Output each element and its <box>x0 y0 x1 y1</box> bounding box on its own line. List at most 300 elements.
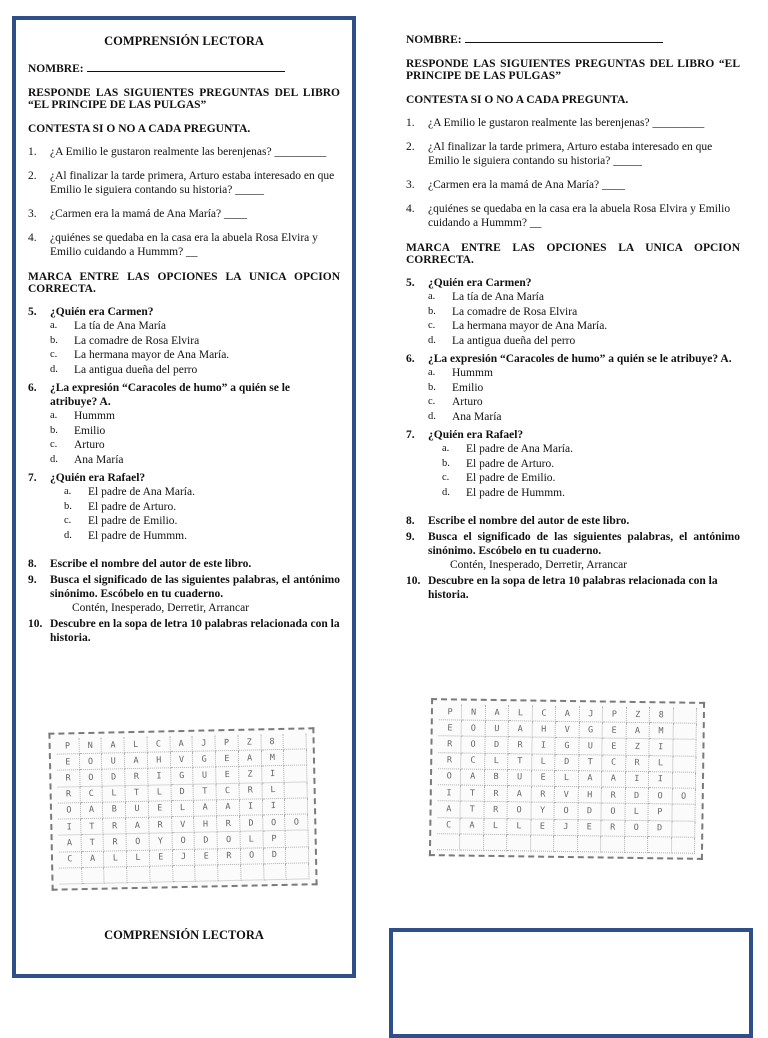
word-search-cell: T <box>508 754 532 771</box>
word-search-cell: O <box>602 804 626 821</box>
word-search-cell: U <box>579 739 603 756</box>
option-text: Hummm <box>452 367 493 379</box>
contesta-instruction: CONTESTA SI O NO A CADA PREGUNTA. <box>406 94 629 106</box>
word-search-cell <box>286 847 309 864</box>
word-search-cell: R <box>485 786 509 803</box>
word-search-cell: T <box>461 786 485 803</box>
question-number: 8. <box>406 515 415 527</box>
word-search-cell: R <box>438 737 462 754</box>
option-list <box>28 319 340 377</box>
option-item[interactable] <box>442 457 740 472</box>
word-search-cell: O <box>438 769 462 786</box>
word-search-cell <box>673 740 697 757</box>
word-search-cell: P <box>56 738 79 755</box>
question-text: Escribe el nombre del autor de este libro. <box>50 558 252 570</box>
question-text: ¿Carmen era la mamá de Ana María? ____ <box>428 179 626 191</box>
word-search-cell: D <box>485 737 509 754</box>
word-search-cell: T <box>126 785 149 802</box>
word-search-cell: C <box>533 706 557 723</box>
option-text: La antigua dueña del perro <box>452 334 576 347</box>
option-letter: d. <box>442 486 450 498</box>
contesta-instruction: CONTESTA SI O NO A CADA PREGUNTA. <box>28 123 251 135</box>
option-list <box>406 366 740 424</box>
word-search-cell: A <box>461 769 485 786</box>
word-search-cell <box>672 821 696 838</box>
option-letter: b. <box>50 424 58 436</box>
question-item <box>406 574 740 602</box>
word-search-cell: A <box>509 721 533 738</box>
question-number: 7. <box>28 472 37 484</box>
mc-question <box>28 471 340 485</box>
question-text: ¿La expresión “Caracoles de humo” a quién se le atribuye? A. <box>50 382 291 408</box>
question-text: ¿Carmen era la mamá de Ana María? ____ <box>50 208 248 220</box>
question-number: 5. <box>28 306 37 318</box>
option-text: El padre de Ana María. <box>466 443 573 455</box>
question-number: 10. <box>28 618 43 630</box>
option-item[interactable] <box>50 348 340 363</box>
word-search-cell: C <box>80 786 103 803</box>
option-letter: c. <box>50 349 58 360</box>
question-text: Busca el significado de las siguientes palabras, el antónimo sinónimo. Escóbelo en tu cuaderno. <box>428 531 740 557</box>
word-search-cell <box>673 756 697 773</box>
question-text: ¿quiénes se quedaba en la casa era la abuela Rosa Elvira y Emilio cuidando a Hummm? __ <box>428 203 731 229</box>
word-search-cell: H <box>195 816 218 833</box>
nombre-label: NOMBRE: <box>406 34 462 46</box>
word-search-cell: A <box>217 800 240 817</box>
word-search-cell <box>601 836 625 853</box>
option-letter: a. <box>64 486 72 497</box>
word-search-cell: E <box>603 739 627 756</box>
option-item[interactable] <box>428 319 740 334</box>
option-letter: c. <box>442 472 450 483</box>
question-item <box>28 145 340 159</box>
worksheet-title: COMPRENSIÓN LECTORA <box>104 34 264 48</box>
word-search-cell <box>286 863 309 880</box>
word-search-cell: R <box>239 783 262 800</box>
word-search-cell <box>196 865 219 882</box>
word-search-cell <box>554 836 578 853</box>
word-search-cell: J <box>172 849 195 866</box>
option-text: La hermana mayor de Ana María. <box>74 349 230 361</box>
word-search-cell <box>286 831 309 848</box>
question-text: Busca el significado de las siguientes palabras, el antónimo sinónimo. Escóbelo en tu cuaderno. <box>50 574 340 600</box>
question-item <box>406 202 740 230</box>
option-item[interactable] <box>428 305 740 320</box>
word-search-cell: L <box>125 737 148 754</box>
word-search-cell: L <box>262 783 285 800</box>
word-search-cell: O <box>625 820 649 837</box>
open-questions <box>406 514 740 602</box>
word-search-cell: O <box>80 770 103 787</box>
question-text: ¿A Emilio le gustaron realmente las berenjenas? _________ <box>50 146 327 158</box>
option-item[interactable] <box>428 410 740 425</box>
word-search-cell <box>625 837 649 854</box>
mc-question <box>28 381 340 409</box>
option-item[interactable] <box>50 334 340 349</box>
word-search-cell: U <box>485 721 509 738</box>
word-search-cell: H <box>578 787 602 804</box>
word-search-cell: D <box>195 833 218 850</box>
word-search-cell: P <box>263 831 286 848</box>
marca-instruction: MARCA ENTRE LAS OPCIONES LA UNICA OPCION CORRECTA. <box>406 242 740 266</box>
word-search-cell <box>460 834 484 851</box>
question-item <box>406 178 740 192</box>
option-text: El padre de Arturo. <box>88 500 177 513</box>
word-search-cell: L <box>127 850 150 867</box>
option-item[interactable] <box>428 334 740 349</box>
mc-question <box>406 352 740 366</box>
option-item[interactable] <box>428 395 740 410</box>
word-search-cell: T <box>81 819 104 836</box>
word-search-cell: I <box>649 772 673 789</box>
word-search-cell: D <box>171 784 194 801</box>
option-letter: d. <box>428 334 436 346</box>
word-search-cell: R <box>57 771 80 788</box>
word-search-cell: L <box>508 819 532 836</box>
nombre-field <box>406 32 740 46</box>
word-search-cell: I <box>262 799 285 816</box>
word-search-cell: P <box>649 804 673 821</box>
word-search-cell: L <box>555 771 579 788</box>
question-text: ¿Quién era Carmen? <box>50 306 154 318</box>
word-search-cell: R <box>217 816 240 833</box>
word-search-cell: T <box>579 755 603 772</box>
word-search-cell: L <box>103 786 126 803</box>
question-number: 5. <box>406 277 415 289</box>
option-text: Emilio <box>452 381 484 394</box>
word-search-cell: D <box>240 815 263 832</box>
question-number: 4. <box>28 232 37 244</box>
question-number: 6. <box>28 382 37 394</box>
question-item <box>28 207 340 221</box>
question-item <box>28 573 340 601</box>
word-search-cell: Y <box>531 803 555 820</box>
word-search-cell: O <box>462 721 486 738</box>
option-letter: a. <box>442 443 450 454</box>
option-text: El padre de Emilio. <box>466 472 556 484</box>
word-search-cell: T <box>194 784 217 801</box>
option-letter: c. <box>428 320 436 331</box>
option-letter: c. <box>64 515 72 526</box>
word-search-grid <box>48 727 317 891</box>
option-text: El padre de Arturo. <box>466 457 555 470</box>
word-search-cell: D <box>103 770 126 787</box>
option-item[interactable] <box>64 529 340 544</box>
question-text: Escribe el nombre del autor de este libro. <box>428 515 630 527</box>
word-search-cell: U <box>194 768 217 785</box>
word-search-cell: O <box>672 789 696 806</box>
word-search-cell: H <box>532 722 556 739</box>
word-search-cell <box>484 835 508 852</box>
word-search-cell: G <box>193 752 216 769</box>
question-item <box>28 617 340 645</box>
word-search-cell: O <box>127 834 150 851</box>
word-search-cell: A <box>126 818 149 835</box>
option-item[interactable] <box>442 486 740 501</box>
option-letter: a. <box>428 367 436 378</box>
word-search-cell <box>578 836 602 853</box>
question-item <box>406 530 740 558</box>
question-text: ¿Al finalizar la tarde primera, Arturo estaba interesado en que Emilio le siguiera contando su historia? _____ <box>50 170 335 196</box>
option-item[interactable] <box>428 381 740 396</box>
word-search-cell: I <box>532 738 556 755</box>
word-search-cell: L <box>484 818 508 835</box>
option-item[interactable] <box>50 409 340 424</box>
option-text: Arturo <box>74 439 105 451</box>
word-search-cell <box>82 867 105 884</box>
word-search-cell: J <box>554 819 578 836</box>
option-item[interactable] <box>428 290 740 305</box>
nombre-blank <box>87 61 285 72</box>
word-search-cell: I <box>626 772 650 789</box>
word-search-cell: E <box>532 770 556 787</box>
word-search-cell <box>284 766 307 783</box>
option-item[interactable] <box>50 453 340 468</box>
option-item[interactable] <box>442 442 740 457</box>
word-search-cell: T <box>461 802 485 819</box>
word-search-cell <box>531 835 555 852</box>
word-search-cell: Z <box>626 739 650 756</box>
option-letter: b. <box>442 457 450 469</box>
option-text: La hermana mayor de Ana María. <box>452 320 608 332</box>
option-list <box>28 409 340 467</box>
option-item[interactable] <box>50 319 340 334</box>
word-search-cell: E <box>531 819 555 836</box>
word-search-cell: L <box>171 801 194 818</box>
word-search-cell: A <box>102 737 125 754</box>
word-search-cell: I <box>438 785 462 802</box>
word-search-cell: R <box>626 755 650 772</box>
word-search-cell: P <box>603 706 627 723</box>
option-letter: b. <box>64 500 72 512</box>
word-search-cell: L <box>509 705 533 722</box>
question-number: 3. <box>28 208 37 220</box>
option-letter: d. <box>428 410 436 422</box>
word-search-cell: C <box>59 852 82 869</box>
question-number: 6. <box>406 353 415 365</box>
word-search-cell: E <box>439 720 463 737</box>
word-search-cell: A <box>626 723 650 740</box>
word-search-cell: V <box>170 752 193 769</box>
word-search-cell: I <box>240 799 263 816</box>
option-text: El padre de Emilio. <box>88 515 178 527</box>
option-text: La comadre de Rosa Elvira <box>74 334 200 347</box>
marca-instruction: MARCA ENTRE LAS OPCIONES LA UNICA OPCION CORRECTA. <box>28 271 340 295</box>
option-letter: c. <box>50 439 58 450</box>
word-search-cell: D <box>555 754 579 771</box>
word-search-cell: U <box>126 802 149 819</box>
word-search-cell: R <box>104 818 127 835</box>
word-search-cell: L <box>148 785 171 802</box>
option-item[interactable] <box>442 471 740 486</box>
word-search-cell: D <box>648 821 672 838</box>
word-search-cell: E <box>603 723 627 740</box>
word-search-cell: O <box>218 832 241 849</box>
option-text: El padre de Hummm. <box>466 486 566 499</box>
word-search-cell: V <box>556 722 580 739</box>
word-search-cell <box>673 724 697 741</box>
word-search-cell <box>648 837 672 854</box>
option-letter: b. <box>428 381 436 393</box>
word-search-cell: C <box>437 818 461 835</box>
bottom-worksheet-title: COMPRENSIÓN LECTORA <box>104 928 264 942</box>
word-search-cell: A <box>59 835 82 852</box>
word-search-cell: L <box>532 754 556 771</box>
word-search-cell: C <box>602 755 626 772</box>
word-search-cell: Z <box>239 767 262 784</box>
word-search-cell: E <box>150 850 173 867</box>
question-text: ¿Quién era Rafael? <box>428 429 524 441</box>
word-search-cell <box>264 864 287 881</box>
word-search-cell: 8 <box>650 707 674 724</box>
word-search-cell: O <box>508 803 532 820</box>
word-search-cell: O <box>285 814 308 831</box>
word-search-cell <box>173 866 196 883</box>
word-search-cell: A <box>125 753 148 770</box>
option-item[interactable] <box>50 424 340 439</box>
word-search-cell: A <box>437 802 461 819</box>
word-search-cell: E <box>195 849 218 866</box>
word-search-cell: V <box>555 787 579 804</box>
yn-questions <box>406 116 740 230</box>
option-list <box>406 442 740 500</box>
word-search-cell <box>672 837 696 854</box>
question-item <box>406 116 740 130</box>
word-search-cell: E <box>216 751 239 768</box>
option-letter: a. <box>428 291 436 302</box>
word-search-cell: O <box>241 848 264 865</box>
option-item[interactable] <box>64 500 340 515</box>
open-questions <box>28 557 340 645</box>
word-search-cell: I <box>58 819 81 836</box>
word-search-cell <box>284 750 307 767</box>
word-search-cell: E <box>149 801 172 818</box>
word-search-cell: D <box>578 803 602 820</box>
word-search-cell: R <box>125 769 148 786</box>
word-search-cell: L <box>240 832 263 849</box>
word-search-cell: G <box>579 722 603 739</box>
word-search-cell: R <box>601 820 625 837</box>
option-letter: a. <box>50 410 58 421</box>
word-search-cell: H <box>148 752 171 769</box>
option-item[interactable] <box>50 438 340 453</box>
word-search-cell: D <box>625 788 649 805</box>
word-search-cell: A <box>170 736 193 753</box>
word-search-cell: C <box>217 783 240 800</box>
word-search-cell <box>59 868 82 885</box>
word-search-cell: O <box>263 815 286 832</box>
nombre-label: NOMBRE: <box>28 63 84 75</box>
question-text: Descubre en la sopa de letra 10 palabras relacionada con la historia. <box>428 575 718 601</box>
question-number: 9. <box>406 531 415 543</box>
word-search-cell: U <box>508 770 532 787</box>
option-item[interactable] <box>50 363 340 378</box>
word-search-cell: A <box>194 800 217 817</box>
word-search-cell: A <box>82 851 105 868</box>
word-search-cell: E <box>57 754 80 771</box>
word-search-cell <box>507 835 531 852</box>
word-search-cell <box>672 805 696 822</box>
question-text: ¿Quién era Rafael? <box>50 472 146 484</box>
word-search-cell: R <box>484 802 508 819</box>
option-item[interactable] <box>64 514 340 529</box>
option-text: Ana María <box>452 410 502 423</box>
word-search-cell: O <box>555 803 579 820</box>
word-search-cell <box>285 798 308 815</box>
option-text: El padre de Hummm. <box>88 529 188 542</box>
word-search-cell: O <box>58 803 81 820</box>
question-number: 1. <box>406 117 415 129</box>
word-search-cell: G <box>171 768 194 785</box>
option-item[interactable] <box>64 485 340 500</box>
option-text: La comadre de Rosa Elvira <box>452 305 578 318</box>
word-search-cell <box>218 865 241 882</box>
option-text: Hummm <box>74 410 115 422</box>
word-search-cell: E <box>216 767 239 784</box>
question-number: 7. <box>406 429 415 441</box>
word-search-cell: M <box>650 723 674 740</box>
word-search-cell: A <box>461 818 485 835</box>
word-search-cell: L <box>104 851 127 868</box>
question-item <box>28 557 340 571</box>
word-search-cell: O <box>462 737 486 754</box>
mc-questions <box>406 276 740 500</box>
word-search-cell: R <box>602 788 626 805</box>
word-search-cell: Y <box>149 834 172 851</box>
word-search-cell: I <box>649 740 673 757</box>
option-letter: c. <box>428 396 436 407</box>
question-text: ¿Quién era Carmen? <box>428 277 532 289</box>
word-search-cell: R <box>531 787 555 804</box>
nombre-field <box>28 61 340 75</box>
mc-question <box>28 305 340 319</box>
question-text: ¿A Emilio le gustaron realmente las berenjenas? _________ <box>428 117 705 129</box>
word-search-cell: A <box>556 706 580 723</box>
word-search-cell <box>284 733 307 750</box>
word-search-cell: A <box>602 771 626 788</box>
word-search-cell: I <box>148 769 171 786</box>
option-letter: d. <box>50 363 58 375</box>
word-search-cell: R <box>218 848 241 865</box>
option-letter: d. <box>64 529 72 541</box>
word-search-cell: V <box>172 817 195 834</box>
mc-question <box>406 428 740 442</box>
option-letter: a. <box>50 320 58 331</box>
option-item[interactable] <box>428 366 740 381</box>
option-list <box>406 290 740 348</box>
option-text: Emilio <box>74 424 106 437</box>
option-list <box>28 485 340 543</box>
word-search-cell: A <box>486 705 510 722</box>
word-search-cell: E <box>578 820 602 837</box>
question-number: 3. <box>406 179 415 191</box>
question-number: 9. <box>28 574 37 586</box>
question-item <box>406 514 740 528</box>
word-search-cell: R <box>58 787 81 804</box>
word-search-cell: A <box>239 751 262 768</box>
word-search-cell: B <box>103 802 126 819</box>
option-text: El padre de Ana María. <box>88 486 195 498</box>
word-search-cell: L <box>485 754 509 771</box>
word-search-cell: P <box>216 735 239 752</box>
nombre-blank <box>465 32 663 43</box>
word-search-cell: A <box>508 786 532 803</box>
word-search-cell <box>105 867 128 884</box>
word-search-cell: N <box>462 705 486 722</box>
word-search-cell: R <box>438 753 462 770</box>
question-number: 8. <box>28 558 37 570</box>
question-number: 1. <box>28 146 37 158</box>
